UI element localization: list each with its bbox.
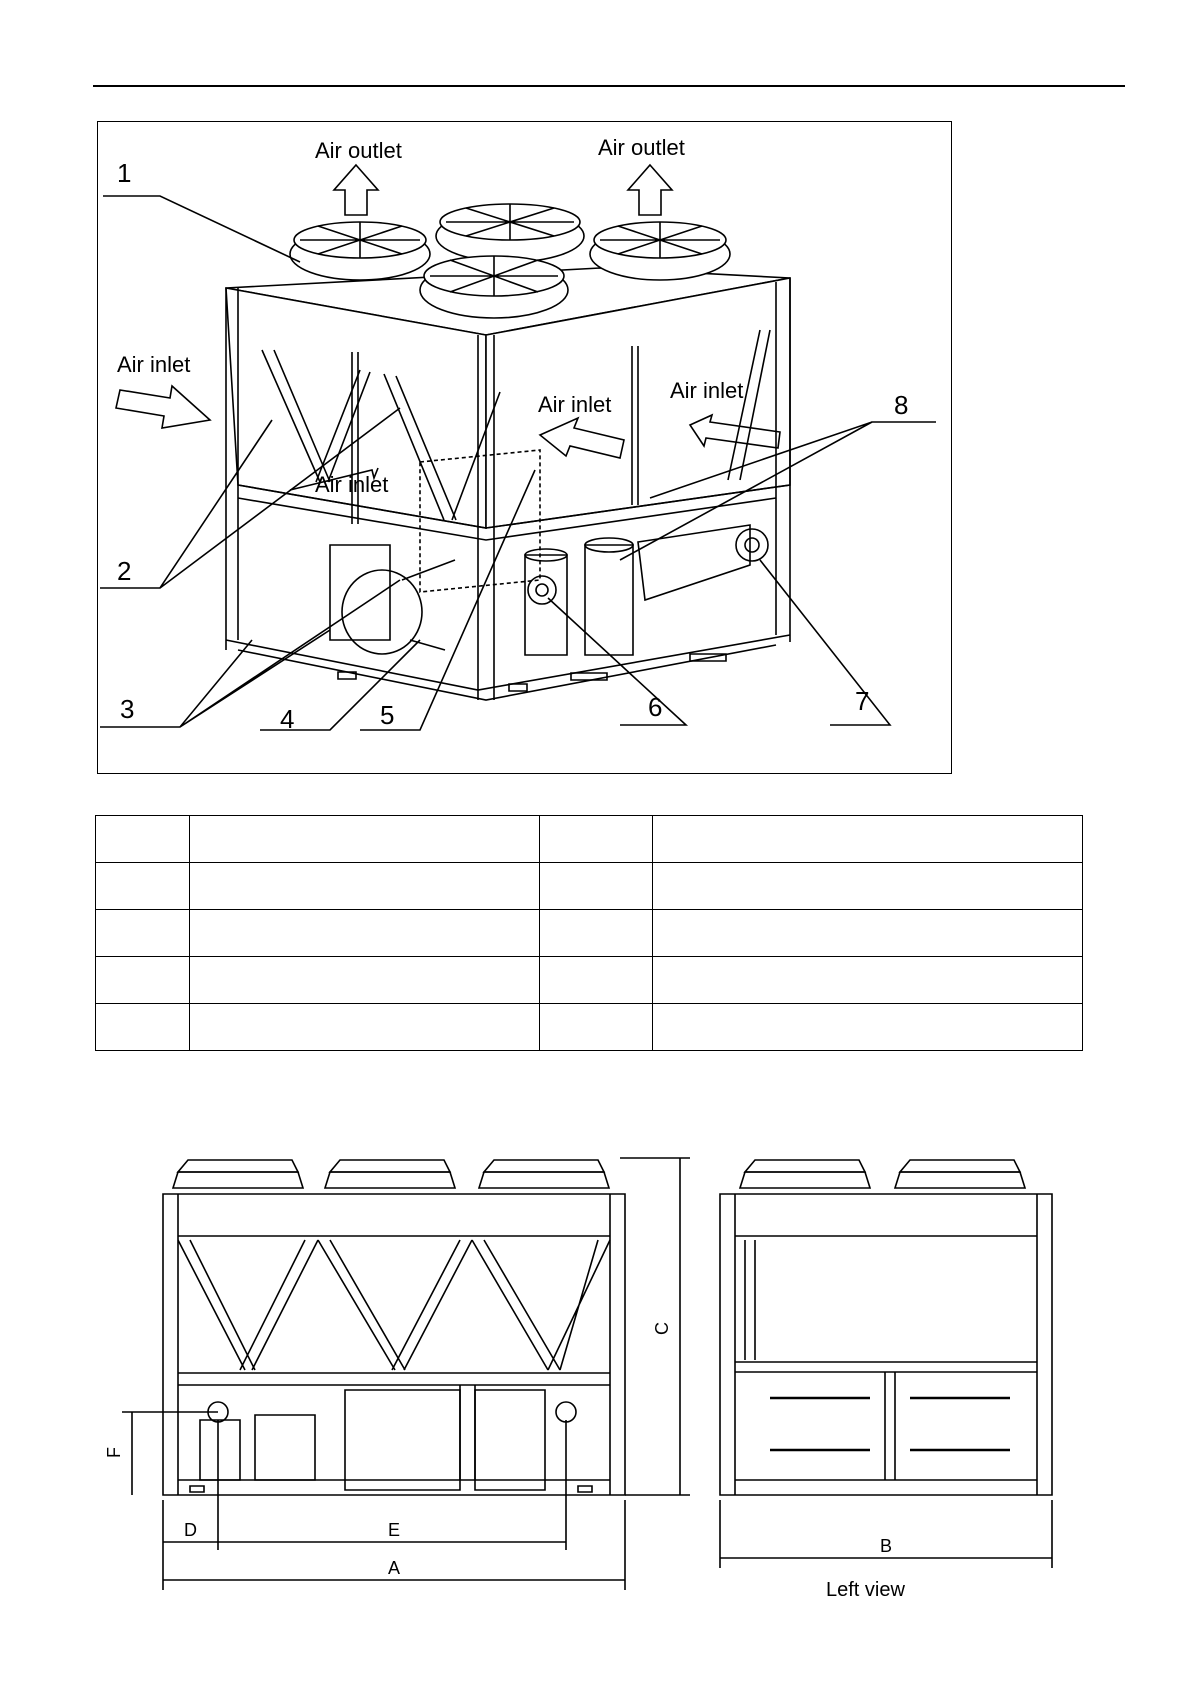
side-fan-1 [740, 1160, 870, 1188]
callout-3: 3 [120, 694, 135, 724]
dim-label-f: F [104, 1447, 124, 1458]
front-fan-3 [479, 1160, 609, 1188]
left-view [720, 1160, 1052, 1568]
front-fan-1 [173, 1160, 303, 1188]
callout-7: 7 [855, 686, 870, 716]
callout-8: 8 [894, 390, 909, 420]
dim-label-d: D [184, 1520, 197, 1540]
callout-4: 4 [280, 704, 295, 734]
dim-line-f [122, 1412, 218, 1495]
callout-5: 5 [380, 700, 395, 730]
dim-label-e: E [388, 1520, 401, 1540]
front-fan-2 [325, 1160, 455, 1188]
dim-label-a: A [388, 1558, 401, 1578]
callout-1: 1 [117, 158, 132, 188]
label-air-outlet-right: Air outlet [598, 135, 685, 160]
callout-2: 2 [117, 556, 132, 586]
callout-6: 6 [648, 692, 663, 722]
label-air-inlet-mid: Air inlet [538, 392, 612, 417]
dim-label-c: C [652, 1322, 672, 1335]
side-fan-2 [895, 1160, 1025, 1188]
label-air-inlet-right: Air inlet [670, 378, 744, 403]
left-view-caption: Left view [826, 1579, 905, 1601]
front-pipe-right [556, 1402, 576, 1422]
dim-label-b: B [880, 1536, 893, 1556]
label-air-inlet-left: Air inlet [117, 352, 191, 377]
front-view [122, 1158, 690, 1590]
label-air-outlet-left: Air outlet [315, 138, 402, 163]
label-air-inlet-front: Air inlet [315, 472, 389, 497]
